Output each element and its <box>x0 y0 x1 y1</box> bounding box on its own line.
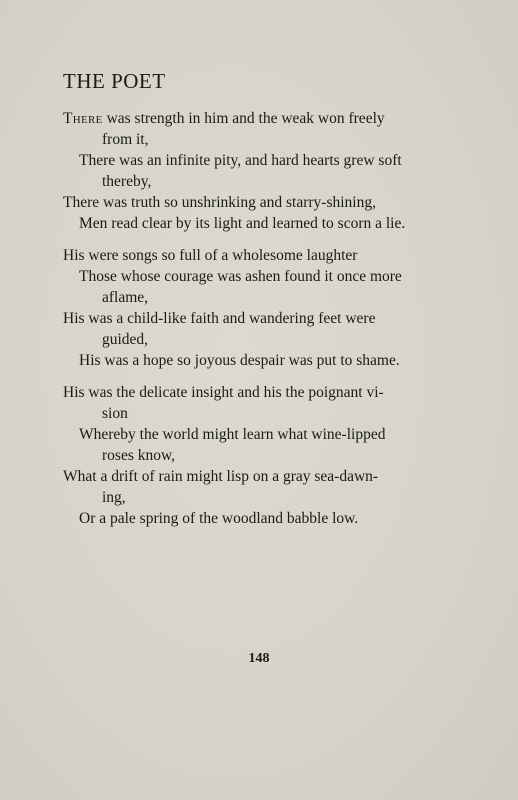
poem-line: There was truth so unshrinking and starry-shining, <box>63 194 376 211</box>
poem-line: There was an infinite pity, and hard hearts grew soft <box>79 152 402 169</box>
poem-line-text: was strength in him and the weak won freely <box>102 110 385 127</box>
poem-line: His was a hope so joyous despair was put to shame. <box>79 352 400 369</box>
poem-line: aflame, <box>102 289 149 306</box>
poem-line: Or a pale spring of the woodland babble low. <box>79 510 359 527</box>
poem-line: What a drift of rain might lisp on a gray sea-dawn- <box>63 468 379 485</box>
poem-line: sion <box>102 405 128 422</box>
poem-line: guided, <box>102 331 149 348</box>
poem-line: His were songs so full of a wholesome laughter <box>63 247 358 264</box>
poem-line: Men read clear by its light and learned to scorn a lie. <box>79 215 406 232</box>
poem-line-lead: There <box>63 110 103 127</box>
poem-line: from it, <box>102 131 149 148</box>
poem-line <box>63 110 385 128</box>
poem-line: His was a child-like faith and wandering feet were <box>63 310 376 327</box>
poem-line: thereby, <box>102 173 152 190</box>
poem-title: THE POET <box>63 69 166 93</box>
poem-line: Whereby the world might learn what wine-lipped <box>79 426 386 443</box>
poem-line: roses know, <box>102 447 176 464</box>
poem-line: His was the delicate insight and his the poignant vi- <box>63 384 384 401</box>
page-number: 148 <box>248 651 270 666</box>
poem-line: ing, <box>102 489 126 506</box>
poem-line: Those whose courage was ashen found it once more <box>79 268 402 285</box>
